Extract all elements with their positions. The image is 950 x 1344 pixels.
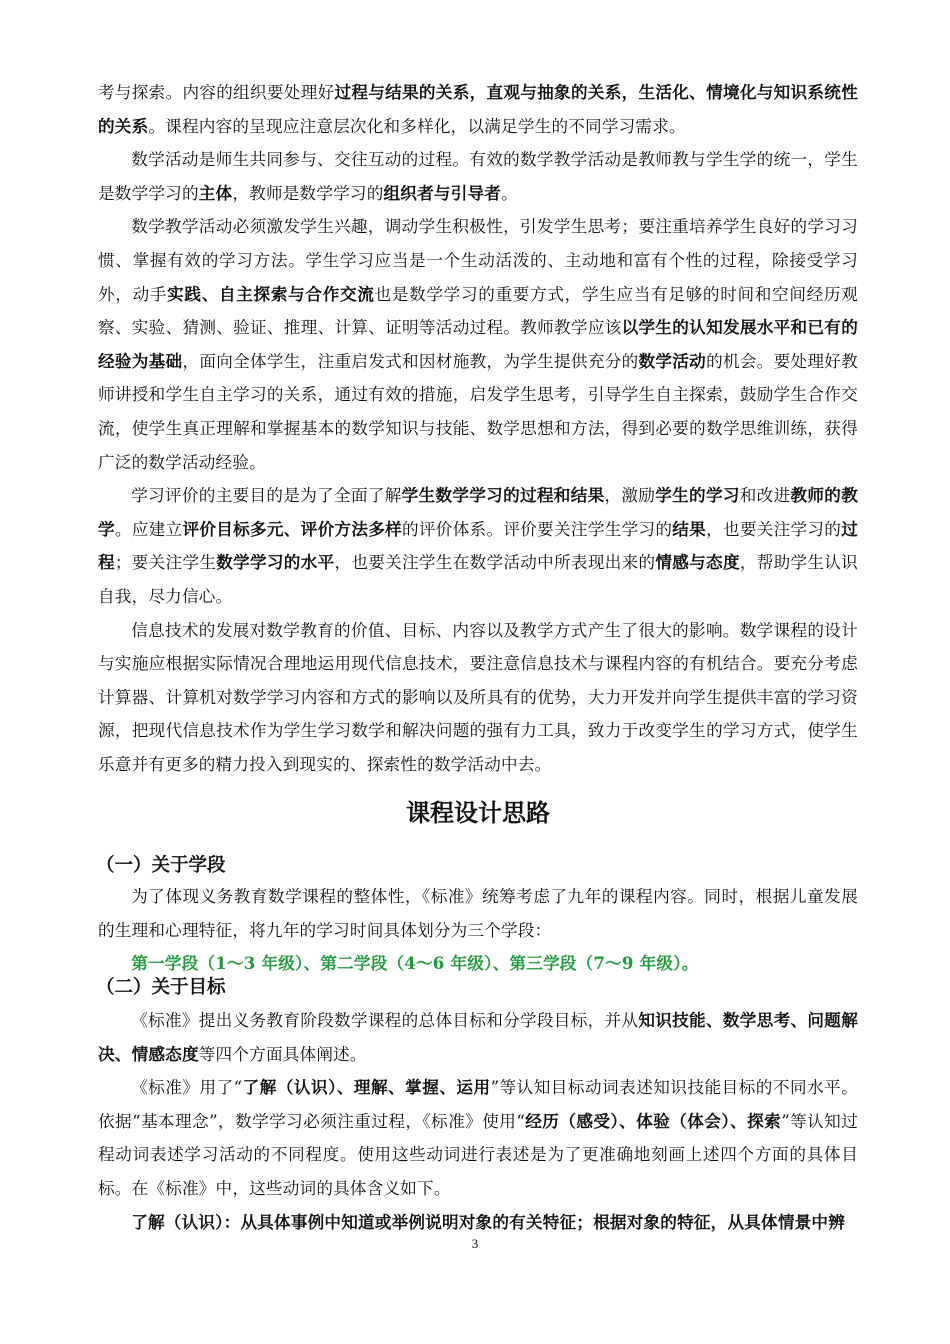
text-run: 也是数学学习的重要方式，学生应当有足够的时间和空间经历观察、实验、猜测、验证、推理、计算、证明等活动过程。教师教学应该 (98, 284, 858, 338)
paragraph-stage-division: 为了体现义务教育数学课程的整体性，《标准》统筹考虑了九年的课程内容。同时，根据儿童发展的生理和心理特征，将九年的学习时间具体划分为三个学段： (98, 887, 858, 940)
bold-run: 了解（认识）、理解、掌握、运用 (242, 1077, 491, 1098)
text-run: 考与探索。内容的组织要处理好 (98, 83, 335, 102)
text-run: ，教师是数学学习的 (232, 183, 384, 203)
text-run: 《标准》提出义务教育阶段数学课程的总体目标和分学段目标，并从 (131, 1011, 639, 1030)
text-run: 。课程内容的呈现应注意层次化和多样化，以满足学生的不同学习需求。 (148, 116, 686, 136)
text-run: 数学活动是师生共同参与、交往互动的过程。有效的数学教学活动是教师教与学生学的统一，学生是数学学习的 (98, 150, 858, 203)
text-run: 数学教学活动必须激发学生兴趣，调动学生积极性，引发学生思考；要注重培养学生良好的学习习惯、掌握有效的学习方法。学生学习应当是一个生动活泼的、主动地和富有个性的过程，除接受学习外，动手 (98, 217, 858, 304)
paragraph-block-stages (98, 880, 858, 981)
text-run: 。应建立 (114, 519, 183, 539)
bold-run: 结果 (672, 518, 707, 539)
paragraph-block-pedagogy (98, 76, 858, 781)
subheading-goals: （二）关于目标 (96, 977, 226, 998)
paragraph-math-activity (98, 143, 858, 210)
section-title: 课程设计思路 (406, 799, 550, 827)
text-run: ”等认知过程动词表述学习活动的不同程度。使用这些动词进行表述是为了更准确地刻画上述四个方面的具体目标。在《标准》中，这些动词的具体含义如下。 (98, 1111, 859, 1198)
paragraph-content-organization (98, 76, 858, 143)
bold-run: 情感与态度 (655, 552, 740, 573)
text-run: ；要关注学生 (114, 553, 217, 573)
bold-run: 以学生的认知发展水平和已有的经验为基础 (98, 317, 858, 371)
text-run: 的评价体系。评价要关注学生学习的 (402, 519, 673, 539)
text-run: 学习评价的主要目的是为了全面了解 (131, 486, 402, 506)
paragraph-goal-aspects (98, 1004, 858, 1071)
bold-run: 学生的学习 (655, 485, 740, 506)
paragraph-evaluation (98, 479, 858, 613)
text-run: ，面向全体学生，注重启发式和因材施教，为学生提供充分的 (182, 351, 639, 371)
text-run: 等四个方面具体阐述。 (198, 1044, 367, 1064)
text-run: 和改进 (739, 486, 791, 506)
text-run: 信息技术的发展对数学教育的价值、目标、内容以及教学方式产生了很大的影响。数学课程的设计与实施应根据实际情况合理地运用现代信息技术，要注意信息技术与课程内容的有机结合。要充分考虑计算器、计算机对数学学习内容和方式的影响以及所具有的优势，大力开发并向学生提供丰富的学习资源，把现代信息技术作为学生学习数学和解决问题的强有力工具，致力于改变学生的学习方式，使学生乐意并有更多的精力投入到现实的、探索性的数学活动中去。 (98, 620, 858, 774)
bold-run: 经历（感受）、体验（体会）、探索 (525, 1110, 782, 1131)
text-run: ，也要关注学生在数学活动中所表现出来的 (334, 553, 656, 573)
paragraph-goal-verbs (98, 1071, 858, 1205)
text-run: ，帮助学生认识自我，尽力信心。 (98, 553, 858, 606)
paragraph-block-goals (98, 1004, 858, 1239)
bold-run: 组织者与引导者 (383, 182, 502, 203)
text-run: ”等认知目标动词表述知识技能目标的不同水平。依据“基本理念”，数学学习必须注重过程，《标准》使用“ (98, 1078, 858, 1131)
bold-run: 数学活动 (638, 350, 707, 371)
bold-run: 学生数学学习的过程和结果 (401, 485, 605, 506)
text-run: ，激励 (604, 486, 656, 506)
bold-run: 实践、自主探索与合作交流 (167, 283, 375, 304)
paragraph-teaching-activity (98, 210, 858, 479)
text-run: 《标准》用了“ (131, 1078, 243, 1098)
bold-run: 主体 (198, 182, 233, 203)
bold-run: 过程 (98, 518, 858, 573)
stage-list-highlight: 第一学段（1～3 年级）、第二学段（4～6 年级）、第三学段（7～9 年级）。 (131, 953, 699, 974)
bold-run: 教师的教学 (98, 485, 858, 539)
subheading-stages: （一）关于学段 (96, 855, 226, 876)
bold-run: 数学学习的水平 (216, 552, 335, 573)
page-number: 3 (471, 1236, 479, 1251)
paragraph-definition-understand (98, 1206, 858, 1240)
bold-run: 知识技能、数学思考、问题解决、情感态度 (98, 1010, 858, 1064)
text-run: 的机会。要处理好教师讲授和学生自主学习的关系，通过有效的措施，启发学生思考，引导学生自主探索，鼓励学生合作交流，使学生真正理解和掌握基本的数学知识与技能、数学思想和方法，得到必要的数学思维训练，获得广泛的数学活动经验。 (98, 351, 858, 472)
text-run: ，也要关注学习的 (706, 519, 842, 539)
bold-run: 评价目标多元、评价方法多样 (182, 518, 403, 539)
paragraph-information-technology (98, 614, 858, 782)
bold-run: 过程与结果的关系，直观与抽象的关系，生活化、情境化与知识系统性的关系 (98, 82, 858, 136)
bold-run: 了解（认识）：从具体事例中知道或举例说明对象的有关特征；根据对象的特征，从具体情景中辨 (131, 1211, 846, 1232)
text-run: 。 (501, 183, 518, 203)
